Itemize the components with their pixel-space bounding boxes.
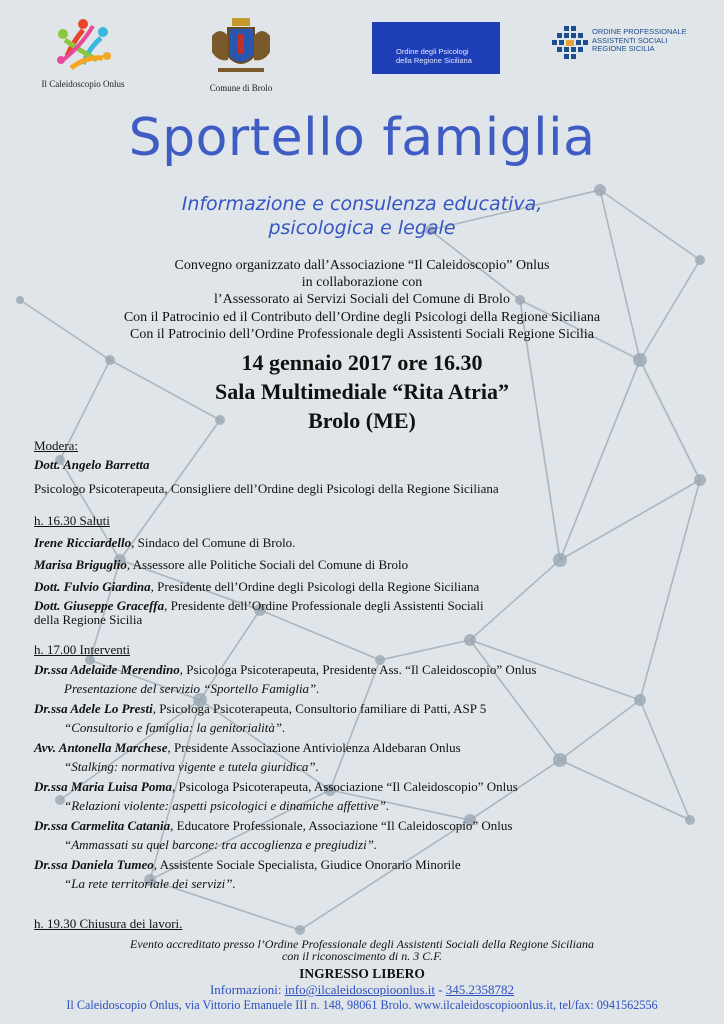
list-item: [34, 555, 704, 574]
speaker-name: Dr.ssa Adelaide Merendino: [34, 661, 180, 677]
event-details: [0, 348, 724, 435]
info-label: Informazioni:: [209, 982, 285, 997]
speaker-role-continued: della Regione Sicilia: [34, 612, 143, 627]
greetings-section: [34, 511, 704, 627]
speaker-name: Avv. Antonella Marchese: [34, 739, 168, 755]
closing-section: [34, 914, 704, 933]
caleidoscopio-logo: [28, 16, 138, 89]
event-venue: Sala Multimediale “Rita Atria”: [215, 379, 509, 404]
psicologi-logo-text: Ordine degli Psicologi della Regione Siciliana: [396, 47, 472, 65]
subtitle-line2: psicologica e legale: [268, 217, 456, 239]
speaker-role: , Presidente Associazione Antiviolenza Aldebaran Onlus: [167, 739, 461, 755]
assistenti-mosaic-icon: [550, 24, 590, 64]
speaker-name: Dr.ssa Maria Luisa Poma: [34, 778, 172, 794]
talk-title: “Consultorio e famiglia: la genitorialità”.: [64, 720, 286, 735]
speaker-role: , Psicologa Psicoterapeuta, Associazione “Il Caleidoscopio” Onlus: [171, 778, 518, 794]
moderator-role: Psicologo Psicoterapeuta, Consigliere dell’Ordine degli Psicologi della Regione Siciliana: [34, 481, 499, 496]
phone-link[interactable]: 345.2358782: [445, 982, 515, 997]
email-link[interactable]: info@ilcaleidoscopioonlus.it: [284, 982, 435, 997]
intro-line: Convegno organizzato dall’Associazione “Il Caleidoscopio” Onlus: [174, 258, 550, 273]
closing-text: h. 19.30 Chiusura dei lavori.: [34, 916, 183, 931]
list-item: [34, 599, 704, 613]
intro-line: l’Assessorato ai Servizi Sociali del Comune di Brolo: [214, 292, 510, 308]
speaker-role: , Educatore Professionale, Associazione “Il Caleidoscopio” Onlus: [170, 817, 513, 833]
brolo-crest-logo: [196, 16, 286, 93]
intro-block: [0, 257, 724, 343]
coat-of-arms-icon: [208, 16, 274, 78]
list-item: [34, 577, 704, 596]
talk-title: “La rete territoriale dei servizi”.: [64, 876, 236, 891]
list-item: [34, 816, 704, 836]
speaker-name: Dr.ssa Adele Lo Presti: [34, 700, 153, 716]
moderator-section: [34, 436, 704, 498]
intro-line: in collaborazione con: [301, 275, 423, 291]
moderator-heading: Modera:: [34, 438, 79, 453]
speaker-name: Irene Ricciardello: [34, 535, 132, 550]
speaker-role: , Psicologa Psicoterapeuta, Consultorio familiare di Patti, ASP 5: [152, 700, 487, 716]
caleidoscopio-figures-icon: [53, 16, 113, 74]
address-line: Il Caleidoscopio Onlus, via Vittorio Emanuele III n. 148, 98061 Brolo. www.ilcaleidoscopioonlus.it, tel/fax: 0941562556: [66, 998, 658, 1012]
info-separator: -: [434, 982, 446, 997]
free-entry: INGRESSO LIBERO: [299, 966, 425, 981]
speaker-name: Dr.ssa Daniela Tumeo: [34, 856, 154, 872]
talks-heading: h. 17.00 Interventi: [34, 642, 131, 657]
list-item: [34, 738, 704, 758]
subtitle: [0, 192, 724, 240]
talk-title: Presentazione del servizio “Sportello Famiglia”.: [64, 681, 320, 696]
greetings-heading: h. 16.30 Saluti: [34, 513, 110, 528]
accreditation-line2: con il riconoscimento di n. 3 C.F.: [281, 949, 443, 963]
talks-section: [34, 640, 704, 894]
speaker-role: , Assessore alle Politiche Sociali del Comune di Brolo: [126, 557, 409, 572]
talk-title: “Stalking: normativa vigente e tutela giuridica”.: [64, 759, 319, 774]
intro-line: Con il Patrocinio ed il Contributo dell’Ordine degli Psicologi della Regione Siciliana: [123, 309, 601, 325]
speaker-name: Marisa Briguglio: [34, 557, 127, 572]
assistenti-line1: ORDINE PROFESSIONALE: [592, 27, 687, 36]
page-title: Sportello famiglia: [128, 108, 596, 168]
list-item: [34, 855, 704, 875]
accreditation-note: [0, 938, 724, 962]
speaker-role: , Psicologa Psicoterapeuta, Presidente Ass. “Il Caleidoscopio” Onlus: [179, 661, 537, 677]
moderator-name: Dott. Angelo Barretta: [34, 457, 150, 472]
assistenti-line3: REGIONE SICILIA: [592, 44, 655, 54]
talk-title: “Relazioni violente: aspetti psicologici e dinamiche affettive”.: [64, 798, 390, 813]
list-item: [34, 660, 704, 680]
info-line: [0, 982, 724, 998]
psicologi-logo: [372, 22, 500, 74]
event-date: 14 gennaio 2017 ore 16.30: [241, 350, 483, 375]
speaker-name: Dott. Giuseppe Graceffa: [34, 598, 165, 613]
speaker-name: Dr.ssa Carmelita Catania: [34, 817, 171, 833]
caleidoscopio-logo-caption: Il Caleidoscopio Onlus: [41, 79, 125, 89]
subtitle-line1: Informazione e consulenza educativa,: [181, 193, 543, 215]
speaker-role: , Assistente Sociale Specialista, Giudice Onorario Minorile: [153, 856, 461, 872]
assistenti-line2: ASSISTENTI SOCIALI: [592, 35, 668, 45]
brolo-logo-caption: Comune di Brolo: [209, 83, 273, 93]
assistenti-sociali-logo: [550, 24, 710, 74]
assistenti-logo-text: [592, 28, 712, 54]
psicologi-logo-box: [372, 22, 500, 74]
list-item: [34, 533, 704, 552]
speaker-role: , Presidente dell’Ordine Professionale degli Assistenti Sociali: [164, 598, 484, 613]
accreditation-line1: Evento accreditato presso l’Ordine Professionale degli Assistenti Sociali della Regione Siciliana: [130, 937, 594, 951]
speaker-name: Dott. Fulvio Giardina: [34, 579, 151, 594]
speaker-role: , Sindaco del Comune di Brolo.: [131, 535, 296, 550]
list-item: [34, 777, 704, 797]
list-item: [34, 699, 704, 719]
speaker-role: , Presidente dell’Ordine degli Psicologi della Regione Siciliana: [150, 579, 480, 594]
intro-line: Con il Patrocinio dell’Ordine Professionale degli Assistenti Sociali Regione Sicilia: [130, 326, 594, 342]
talk-title: “Ammassati su quel barcone: tra accoglienza e pregiudizi”.: [64, 837, 378, 852]
event-city: Brolo (ME): [308, 408, 416, 433]
